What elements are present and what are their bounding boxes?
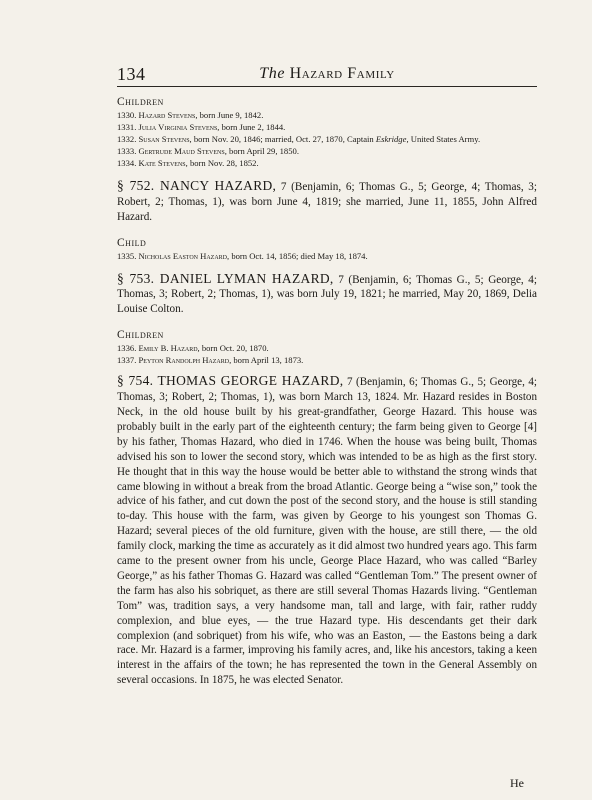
section-753-text: 7 (Benjamin, 6; Thomas G., 5; George, 4; Thomas, 3; Robert, 2; Thomas, 1), was born July 19, 1821; he married, May 20, 1869, Delia Louise Colton.	[117, 273, 537, 316]
child-entry	[117, 145, 537, 157]
entry-detail-end: , United States Army.	[406, 134, 481, 144]
page-number: 134	[117, 64, 146, 84]
child-heading: Child	[117, 236, 147, 249]
child-entry	[117, 157, 537, 169]
children-heading: Children	[117, 329, 164, 342]
header-rule	[117, 86, 537, 87]
entry-detail: , born April 29, 1850.	[224, 146, 299, 156]
section-753	[117, 272, 537, 317]
child-entry	[117, 121, 537, 133]
entry-detail: , born Oct. 20, 1870.	[197, 343, 269, 354]
entry-detail: , born June 2, 1844.	[217, 122, 286, 132]
entry-name: Emily B. Hazard	[138, 343, 198, 354]
entry-name: Hazard Stevens	[138, 110, 196, 120]
child-entry	[117, 109, 537, 121]
entry-number: 1331.	[117, 122, 137, 132]
running-title-family: Hazard Family	[289, 65, 395, 82]
section-754-text: 7 (Benjamin, 6; Thomas G., 5; George, 4; Thomas, 3; Robert, 2; Thomas, 1), was born March 13, 1824. Mr. Hazard resides in Boston Neck, in the old house built by his great-grandfather, George Hazard. This house was probably built in the early part of the eighteenth century; the farm being given to George [4] by his father, Thomas Hazard, who died in 1746. When the house was being built, Thomas advised his son to lower the second story, which was intended to be as high as the first story. He thought that in this way the house would be better able to withstand the strong winds that came blowing in without a break from the broad Atlantic. George being a “wise son,” took the advice of his father, and cut down the post of the second story, and the house is still standing to-day. This house with the farm, was given by George to his youngest son Thomas G. Hazard; several pieces of the old furniture, given with the house, are still there, — the old family clock, marking the time as accurately as it did almost two hundred years ago. This farm came to the present owner from his uncle, George Place Hazard, who was called “Barley George,” as his father Thomas G. Hazard was called “Gentleman Tom.” The present owner of the farm has also his sobriquet, as there are still several Thomas Hazards living. “Gentleman Tom” was, tradition says, a very handsome man, tall and large, with fair, rather ruddy complexion, and blue eyes, — the true Hazard type. His descendants get their dark complexion (and sobriquet) from his wife, who was an Easton, — the Eastons being a dark race. Mr. Hazard is a farmer, improving his family acres, and, like his ancestors, taking a keen interest in the affairs of the town; he has represented the town in the General Assembly on several occasions. In 1875, he was elected Senator.	[117, 376, 538, 687]
entry-name: Kate Stevens	[138, 158, 186, 168]
entry-name: Susan Stevens	[138, 134, 190, 144]
running-title-italic: The	[259, 65, 286, 82]
entry-number: 1336.	[117, 343, 137, 354]
entry-number: 1330.	[117, 110, 137, 120]
entry-name: Gertrude Maud Stevens	[138, 146, 225, 156]
entry-detail: , born June 9, 1842.	[195, 110, 264, 120]
page-header	[117, 64, 537, 88]
entry-number: 1334.	[117, 158, 137, 168]
entry-number: 1333.	[117, 146, 137, 156]
child-list	[117, 250, 537, 262]
entry-detail-italic: Eskridge	[375, 134, 407, 144]
catchword: He	[510, 776, 524, 790]
entry-detail: , born April 13, 1873.	[229, 355, 304, 366]
entry-name: Julia Virginia Stevens	[138, 122, 218, 132]
entry-number: 1335.	[117, 250, 137, 261]
child-entry	[117, 342, 537, 354]
entry-detail: , born Nov. 20, 1846; married, Oct. 27, 1870, Captain	[189, 134, 376, 144]
children-list	[117, 342, 537, 366]
running-title	[117, 65, 537, 83]
child-entry	[117, 133, 537, 145]
section-752-text: 7 (Benjamin, 6; Thomas G., 5; George, 4; Thomas, 3; Robert, 2; Thomas, 1), was born June 4, 1819; she married, June 11, 1855, John Alfred Hazard.	[117, 181, 537, 223]
child-entry	[117, 250, 537, 262]
children-heading: Children	[117, 96, 164, 108]
entry-number: 1337.	[117, 355, 137, 366]
page-body	[117, 92, 537, 699]
section-752	[117, 179, 537, 224]
section-754-lead: § 754. THOMAS GEORGE HAZARD,	[117, 373, 344, 389]
entry-name: Peyton Randolph Hazard	[138, 355, 230, 366]
entry-name: Nicholas Easton Hazard	[138, 250, 228, 261]
child-entry	[117, 354, 537, 366]
section-753-lead: § 753. DANIEL LYMAN HAZARD,	[117, 270, 334, 286]
entry-detail: , born Nov. 28, 1852.	[185, 158, 259, 168]
section-752-lead: § 752. NANCY HAZARD,	[117, 178, 277, 193]
entry-number: 1332.	[117, 134, 137, 144]
section-754	[117, 374, 537, 688]
entry-detail: , born Oct. 14, 1856; died May 18, 1874.	[227, 250, 368, 261]
children-list	[117, 109, 537, 169]
